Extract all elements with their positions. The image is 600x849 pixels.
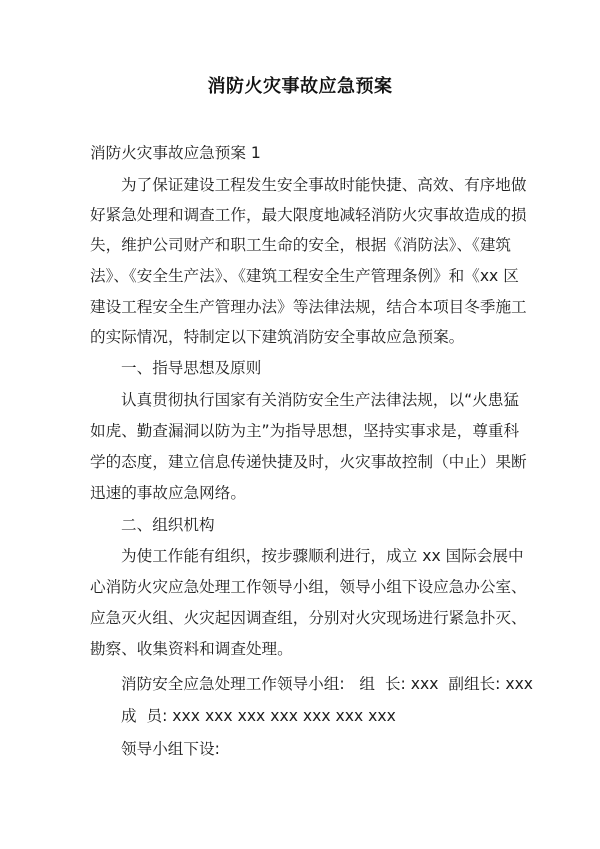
document-title: 消防火灾事故应急预案 [207,76,393,97]
section2-line-2: 心消防火灾应急处理工作领导小组，领导小组下设应急办公室、 [90,578,527,596]
members-line: 成 员: xxx xxx xxx xxx xxx xxx xxx [121,707,396,725]
subgroup-line: 领导小组下设: [121,740,220,758]
intro-line-6: 的实际情况，特制定以下建筑消防安全事故应急预案。 [90,328,465,346]
section1-line-2: 如虎、勤查漏洞以防为主”为指导思想，坚持实事求是，尊重科 [90,422,520,440]
intro-line-3: 失，维护公司财产和职工生命的安全，根据《消防法》、《建筑 [90,236,512,254]
intro-line-2: 好紧急处理和调查工作，最大限度地减轻消防火灾事故造成的损 [90,206,527,224]
section2-line-1: 为使工作能有组织，按步骤顺利进行，成立 xx 国际会展中 [121,547,524,565]
section1-line-3: 学的态度，建立信息传递快捷及时，火灾事故控制（中止）果断 [90,453,527,471]
section2-heading: 二、组织机构 [121,516,215,534]
intro-line-4: 法》、《安全生产法》、《建筑工程安全生产管理条例》和《xx 区 [90,267,519,285]
section1-heading: 一、指导思想及原则 [121,359,262,377]
intro-line-5: 建设工程安全生产管理办法》等法律法规，结合本项目冬季施工 [90,298,527,316]
section2-line-4: 勘察、收集资料和调查处理。 [90,640,293,658]
section1-line-4: 迅速的事故应急网络。 [90,484,246,502]
section1-line-1: 认真贯彻执行国家有关消防安全生产法律法规，以“火患猛 [121,391,519,409]
intro-line-1: 为了保证建设工程发生安全事故时能快捷、高效、有序地做 [121,176,527,194]
document-subtitle: 消防火灾事故应急预案 1 [90,144,261,162]
leader-group-line: 消防安全应急处理工作领导小组: 组 长: xxx 副组长: xxx [121,675,534,693]
section2-line-3: 应急灭火组、火灾起因调查组，分别对火灾现场进行紧急扑灭、 [90,609,527,627]
